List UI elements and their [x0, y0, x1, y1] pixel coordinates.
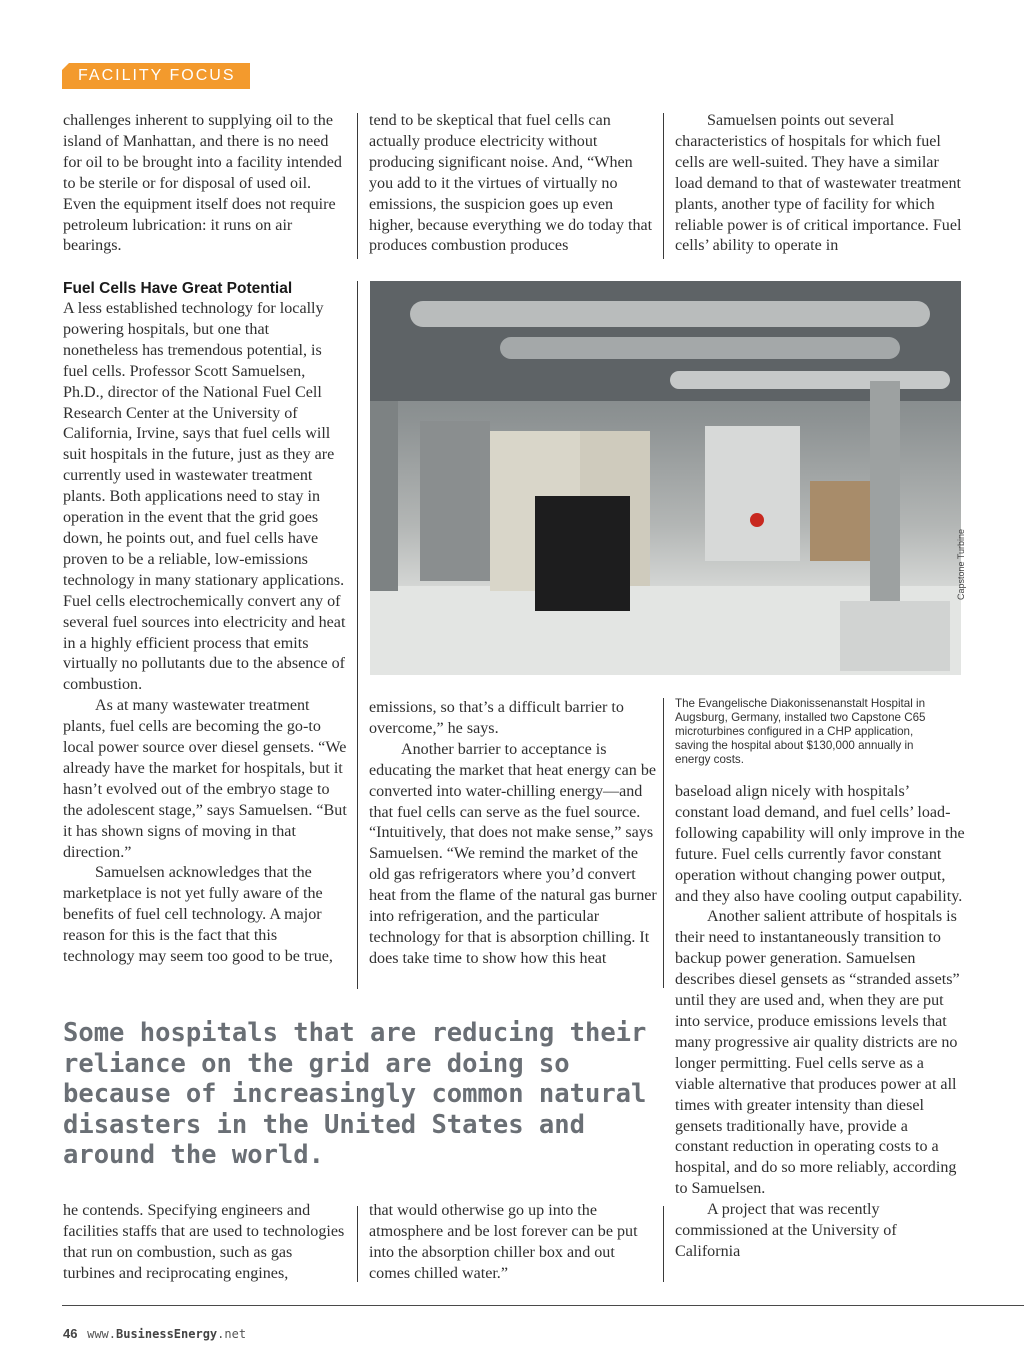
bottom-column-2	[369, 1201, 657, 1285]
page-number: 46	[63, 1326, 78, 1341]
top-column-3	[675, 111, 963, 257]
footer-url[interactable]	[87, 1327, 246, 1341]
paragraph: emissions, so that’s a difficult barrier to overcome,” he says.	[369, 699, 624, 737]
section-tag-label: FACILITY FOCUS	[78, 67, 236, 84]
footer-rule	[62, 1305, 1024, 1306]
photo-credit: Capstone Turbine	[956, 528, 966, 600]
paragraph: Another salient attribute of hospitals is their need to instantaneously transition to backup power generation. Samuelsen describes diesel gensets as “stranded assets” until they are used and, when they are put into service, produce emissions levels that many progressive air quality districts are no longer permitting. Fuel cells serve as a viable alternative that produces power at all times with greater intensity than diesel gensets traditionally have, provide a constant reduction in operating costs to a hospital, and do so more reliably, according to Samuelsen.	[675, 908, 960, 1198]
photo-caption: The Evangelische Diakonissenanstalt Hospital in Augsburg, Germany, installed two Capstone C65 microturbines configured in a CHP application, saving the hospital about $130,000 annually in energy costs.	[675, 697, 926, 766]
column-divider	[357, 113, 358, 259]
column-divider	[663, 1206, 664, 1282]
bottom-column-1	[63, 1201, 347, 1285]
top-column-3-text: Samuelsen points out several characteristics of hospitals for which fuel cells are well-suited. They have a similar load demand to that of wastewater treatment plants, another type of facility for which reliable power is of critical importance. Fuel cells’ ability to operate in	[675, 112, 962, 255]
tag-corner-notch	[61, 62, 70, 71]
paragraph: that would otherwise go up into the atmosphere and be lost forever can be put into the absorption chiller box and out comes chilled water.”	[369, 1202, 638, 1282]
section-tag	[62, 63, 250, 89]
pull-quote: Some hospitals that are reducing their reliance on the grid are doing so because of increasingly common natural disasters in the United States and around the world.	[63, 1018, 647, 1171]
main-column-3	[675, 782, 965, 1263]
column-divider	[357, 1206, 358, 1282]
top-column-1	[63, 111, 346, 257]
paragraph: Another barrier to acceptance is educating the market that heat energy can be converted into water-chilling energy—and that fuel cells can serve as the fuel source. “Intuitively, that does not make sense,” says Samuelsen. “We remind the market of the old gas refrigerators where you’d convert heat from the flame of the natural gas burner into refrigeration, and the particular technology for that is absorption chilling. It does take time to show how this heat	[369, 740, 657, 967]
top-column-1-text: challenges inherent to supplying oil to the island of Manhattan, and there is no need for oil to be brought into a facility intended to be sterile or for disposal of used oil. Even the equipment itself does not require petroleum lubrication: it runs on air bearings.	[63, 112, 342, 255]
main-column-2	[369, 698, 657, 970]
paragraph: Samuelsen acknowledges that the marketplace is not yet fully aware of the benefits of fuel cell technology. A major reason for this is the fact that this technology may seem too good to be true,	[63, 864, 333, 966]
subheading: Fuel Cells Have Great Potential	[63, 280, 293, 297]
column-divider	[663, 113, 664, 259]
column-divider	[357, 281, 358, 989]
equipment-room-photo	[370, 281, 961, 675]
url-name: BusinessEnergy	[116, 1327, 218, 1341]
url-suffix: .net	[217, 1327, 247, 1341]
paragraph: A less established technology for locally powering hospitals, but one that nonetheless has tremendous potential, is fuel cells. Professor Scott Samuelsen, Ph.D., director of the National Fuel Cell Research Center at the University of California, Irvine, says that fuel cells will suit hospitals in the future, just as they are currently used in wastewater treatment plants. Both applications need to stay in operation in the event that the grid goes down, he points out, and fuel cells have proven to be a reliable, low-emissions technology in many stationary applications. Fuel cells electrochemically convert any of several fuel sources into electricity and heat in a highly efficient process that emits virtually no pollutants due to the absence of combustion.	[63, 300, 346, 694]
top-column-2-text: tend to be skeptical that fuel cells can actually produce electricity without producing significant noise. And, “When you add to it the virtues of virtually no emissions, the suspicion goes up even higher, because everything we do today that produces combustion produces	[369, 112, 653, 255]
paragraph: he contends. Specifying engineers and facilities staffs that are used to technologies that run on combustion, such as gas turbines and reciprocating engines,	[63, 1202, 345, 1282]
paragraph: baseload align nicely with hospitals’ constant load demand, and fuel cells’ load-following capability will only improve in the future. Fuel cells currently favor constant operation without changing power output, and they also have cooling output capability.	[675, 783, 965, 905]
main-column-1	[63, 279, 347, 968]
microturbine-room-illustration	[370, 281, 961, 675]
paragraph: As at many wastewater treatment plants, fuel cells are becoming the go-to local power source over diesel gensets. “We already have the market for hospitals, but it hasn’t evolved out of the embryo stage to the adolescent stage,” says Samuelsen. “But it has shown signs of moving in that direction.”	[63, 697, 347, 861]
paragraph: A project that was recently commissioned at the University of California	[675, 1201, 897, 1260]
top-column-2	[369, 111, 657, 257]
url-prefix: www.	[87, 1327, 116, 1341]
footer	[63, 1326, 246, 1341]
column-divider	[663, 698, 664, 988]
